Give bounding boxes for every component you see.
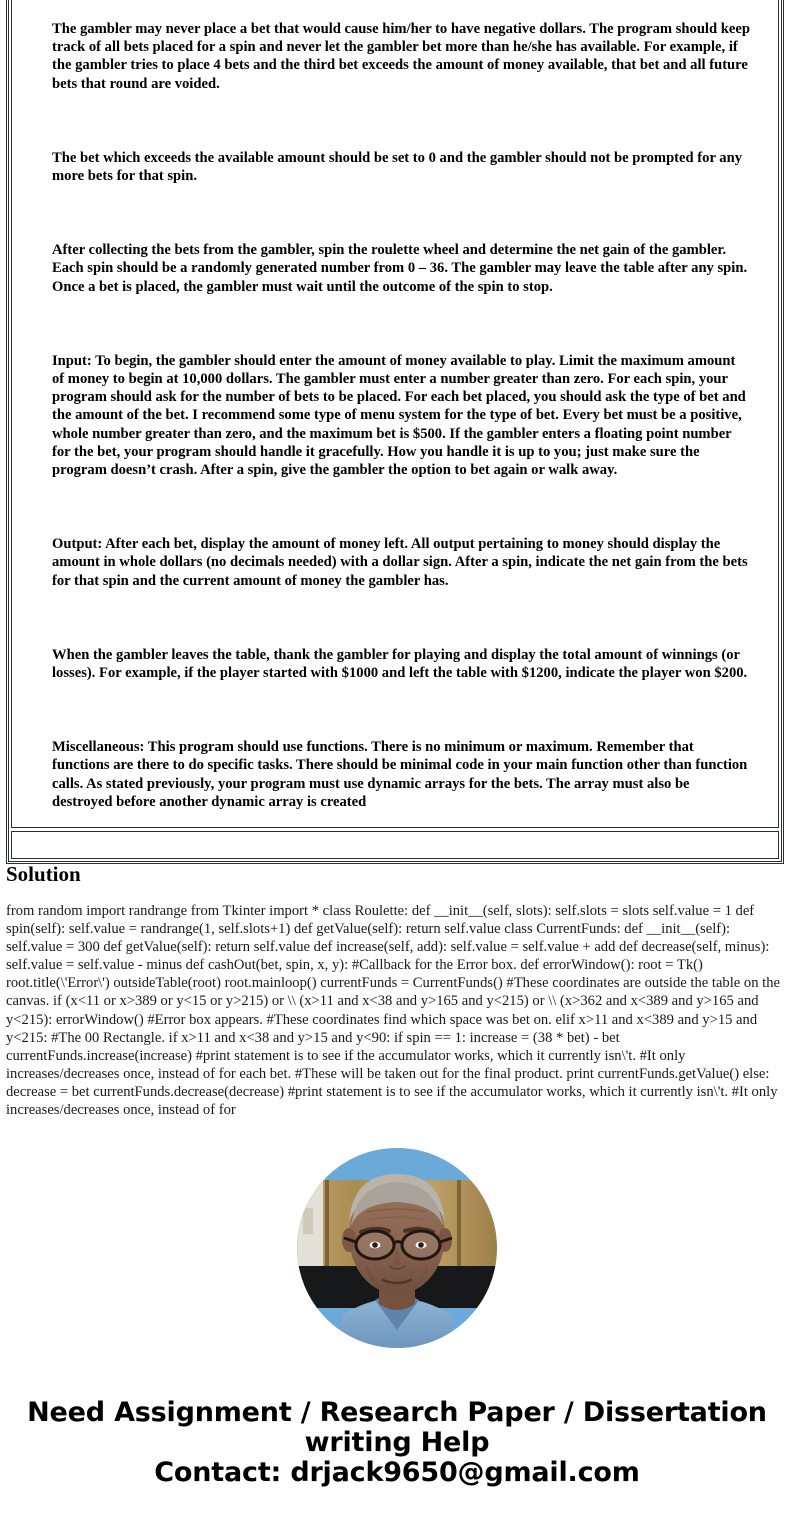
solution-heading: Solution bbox=[6, 862, 81, 886]
requirements-document-frame-inner bbox=[8, 0, 782, 862]
requirement-paragraph: After collecting the bets from the gambler, spin the roulette wheel and determine the net gain of the gambler. Each spin should be a randomly generated number from 0 – 36. The gambler may leave the table after any spin. Once a bet is placed, the gambler must wait until the outcome of the spin to stop. bbox=[52, 242, 748, 295]
requirements-list bbox=[12, 0, 778, 827]
requirement-paragraph: Input: To begin, the gambler should enter the amount of money available to play. Limit the maximum amount of money to begin at 10,000 dollars. The gambler must enter a number greater than zero. For each spin, your program should ask for the number of bets to be placed. For each bet placed, you should ask the type of bet and the amount of the bet. I recommend some type of menu system for the type of bet. Every bet must be a positive, whole number greater than zero, and the maximum bet is $500. If the gambler enters a floating point number for the bet, your program should handle it gracefully. How you handle it is up to you; just make sure the program doesn’t crash. After a spin, give the gambler the option to bet again or walk away. bbox=[52, 352, 746, 479]
requirement-paragraph: The bet which exceeds the available amount should be set to 0 and the gambler should not be prompted for any more bets for that spin. bbox=[52, 149, 743, 185]
requirement-paragraph: Output: After each bet, display the amount of money left. All output pertaining to money should display the amount in whole dollars (no decimals needed) with a dollar sign. After a spin, indicate the net gain from the bets for that spin and the current amount of money the gambler has. bbox=[52, 536, 748, 589]
requirement-paragraph: When the gambler leaves the table, thank the gambler for playing and display the total amount of winnings (or losses). For example, if the player started with $1000 and left the table with $1200, indicate the player won $200. bbox=[52, 646, 748, 682]
promo-line-1: Need Assignment / Research Paper / Dissertation bbox=[27, 1397, 767, 1428]
avatar bbox=[297, 1148, 497, 1348]
promo-line-2: writing Help bbox=[304, 1427, 490, 1458]
requirements-document-frame bbox=[6, 0, 784, 864]
requirements-table-footer-cell bbox=[11, 831, 779, 859]
promo-footer bbox=[0, 1398, 794, 1488]
requirement-paragraph: Miscellaneous: This program should use functions. There is no minimum or maximum. Remember that functions are there to do specific tasks. There should be minimal code in your main function other than function calls. As stated previously, your program must use dynamic arrays for the bets. The array must also be destroyed before another dynamic array is created bbox=[52, 739, 748, 810]
requirements-table-cell bbox=[11, 0, 779, 828]
solution-code-text: from random import randrange from Tkinter import * class Roulette: def __init__(self, slots): self.slots = slots self.value = 1 def spin(self): self.value = randrange(1, self.slots+1) def getValue(self): return self.value class CurrentFunds: def __init__(self): self.value = 300 def getValue(self): return self.value def increase(self, add): self.value = self.value + add def decrease(self, minus): self.value = self.value - minus def cashOut(bet, spin, x, y): #Callback for the Error box. def errorWindow(): root = Tk() root.title(\'Error\') outsideTable(root) root.mainloop() currentFunds = CurrentFunds() #These coordinates are outside the table on the canvas. if (x<11 or x>389 or y<15 or y>215) or \\ (x>11 and x<38 and y>165 and y<215) or \\ (x>362 and x<389 and y>165 and y<215): errorWindow() #Error box appears. #These coordinates find which space was bet on. elif x>11 and x<389 and y>15 and y<215: #The 00 Rectangle. if x>11 and x<38 and y>15 and y<90: if spin == 1: increase = (38 * bet) - bet currentFunds.increase(increase) #print statement is to see if the accumulator works, which it currently isn\'t. #It only increases/decreases once, instead of for each bet. #These will be taken out for the final product. print currentFunds.getValue() else: decrease = bet currentFunds.decrease(decrease) #print statement is to see if the accumulator works, which it currently isn\'t. #It only increases/decreases once, instead of for bbox=[6, 903, 780, 1119]
solution-section bbox=[6, 862, 784, 1119]
profile-photo-illustration bbox=[297, 1148, 497, 1348]
avatar-container bbox=[0, 1148, 794, 1348]
promo-contact-line: Contact: drjack9650@gmail.com bbox=[154, 1457, 640, 1488]
requirement-paragraph: The gambler may never place a bet that would cause him/her to have negative dollars. The program should keep track of all bets placed for a spin and never let the gambler bet more than he/she has available. For example, if the gambler tries to place 4 bets and the third bet exceeds the amount of money available, that bet and all future bets that round are voided. bbox=[52, 21, 750, 92]
